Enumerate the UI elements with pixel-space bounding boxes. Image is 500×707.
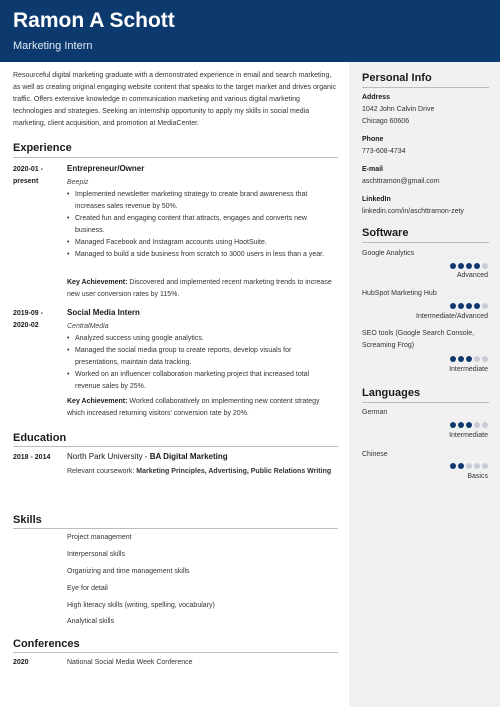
software-heading: Software: [362, 227, 409, 239]
job-bullets: [67, 333, 335, 393]
software-level: Advanced: [456, 272, 488, 279]
experience-heading: Experience: [13, 142, 72, 154]
software-level: Intermediate/Advanced: [416, 313, 488, 320]
rating-dot-empty: [466, 463, 472, 469]
conferences-heading: Conferences: [13, 638, 80, 650]
conference-date: 2020: [13, 659, 29, 666]
list-item: • Created fun and engaging content that attracts, engages and converts new business.: [67, 213, 335, 237]
conference-name: National Social Media Week Conference: [67, 659, 193, 666]
job-title: Social Media Intern: [67, 308, 140, 317]
job-date: 2019-09 - 2020-02: [13, 310, 43, 329]
phone-label: Phone: [362, 136, 384, 143]
rating-dot-filled: [466, 356, 472, 362]
language-level: Intermediate: [449, 432, 488, 439]
address-line-1: 1042 John Calvin Drive: [362, 106, 435, 113]
skill-item: High literacy skills (writing, spelling, vocabulary): [67, 602, 215, 609]
section-divider: [13, 528, 338, 529]
rating-dots: [450, 356, 488, 362]
rating-dot-filled: [458, 303, 464, 309]
rating-dot-filled: [474, 263, 480, 269]
coursework-list: Marketing Principles, Advertising, Public Relations Writing: [136, 468, 332, 475]
rating-dot-empty: [474, 463, 480, 469]
personal-info-heading: Personal Info: [362, 72, 432, 84]
section-divider: [13, 446, 338, 447]
rating-dot-empty: [482, 303, 488, 309]
rating-dots: [450, 422, 488, 428]
languages-heading: Languages: [362, 387, 421, 399]
software-name: SEO tools (Google Search Console, Screaming Frog): [362, 330, 475, 349]
education-school: [67, 452, 228, 461]
rating-dot-filled: [450, 422, 456, 428]
language-name: German: [362, 409, 388, 416]
skill-item: Organizing and time management skills: [67, 568, 190, 575]
rating-dot-filled: [458, 422, 464, 428]
rating-dot-filled: [458, 263, 464, 269]
skill-item: Eye for detail: [67, 585, 108, 592]
rating-dot-empty: [474, 356, 480, 362]
coursework-label: Relevant coursework:: [67, 468, 137, 475]
rating-dot-filled: [466, 422, 472, 428]
rating-dot-empty: [482, 463, 488, 469]
skill-item: Interpersonal skills: [67, 551, 125, 558]
job-company: Beepiz: [67, 179, 89, 186]
list-item: • Managed the social media group to create reports, develop visuals for presentations, maintain data tracking.: [67, 345, 335, 369]
section-divider: [13, 157, 338, 158]
profile-summary: Resourceful digital marketing graduate with a demonstrated experience in email and search marketing, as well as creating original engaging website content that speaks to the target market and drives organic traffic. Offers extensive knowledge in communication marketing and various digital marketing technologies and strategies. Seeking an internship opportunity to apply my skills in social media marketing, client acquisition, and promotion at MediaCenter.: [13, 72, 336, 127]
job-bullets: [67, 189, 335, 261]
skills-heading: Skills: [13, 514, 42, 526]
rating-dots: [450, 263, 488, 269]
list-item: • Managed Facebook and Instagram accounts using HootSuite.: [67, 237, 335, 249]
key-achievement-label: Key Achievement:: [67, 398, 128, 405]
section-divider: [362, 87, 489, 88]
school-name: North Park University -: [67, 452, 150, 461]
rating-dot-filled: [458, 463, 464, 469]
candidate-role: Marketing Intern: [13, 40, 93, 52]
job-title: Entrepreneur/Owner: [67, 164, 145, 173]
education-heading: Education: [13, 432, 67, 444]
address-label: Address: [362, 94, 391, 101]
list-item: • Worked on an influencer collaboration marketing project that increased total revenue sales by 25%.: [67, 369, 335, 393]
language-level: Basics: [467, 473, 488, 480]
resume-header: [0, 0, 500, 62]
education-coursework: [67, 466, 342, 478]
rating-dot-empty: [474, 422, 480, 428]
rating-dot-filled: [450, 356, 456, 362]
key-achievement: [67, 396, 335, 420]
job-date: 2020-01 - present: [13, 166, 43, 185]
skill-item: Analytical skills: [67, 618, 115, 625]
phone-value: 773-608-4734: [362, 148, 406, 155]
skill-item: Project management: [67, 534, 132, 541]
key-achievement-label: Key Achievement:: [67, 279, 128, 286]
key-achievement: [67, 277, 335, 301]
rating-dot-filled: [450, 303, 456, 309]
sidebar: [349, 62, 500, 707]
linkedin-label: LinkedIn: [362, 196, 391, 203]
section-divider: [362, 402, 489, 403]
education-date: 2018 - 2014: [13, 454, 51, 461]
rating-dots: [450, 463, 488, 469]
list-item: • Analyzed success using google analytics.: [67, 333, 335, 345]
job-company: CentralMedia: [67, 323, 109, 330]
linkedin-value: linkedin.com/in/aschttramon-zety: [362, 208, 464, 215]
rating-dot-empty: [482, 422, 488, 428]
candidate-name: Ramon A Schott: [13, 9, 175, 32]
section-divider: [362, 242, 489, 243]
rating-dot-empty: [482, 263, 488, 269]
rating-dot-filled: [474, 303, 480, 309]
key-achievement-text: Worked collaboratively on implementing new content strategy which increased returning visitors' conversion rate by 20%.: [67, 398, 320, 417]
rating-dot-filled: [450, 463, 456, 469]
software-name: HubSpot Marketing Hub: [362, 290, 437, 297]
list-item: • Managed to build a side business from scratch to 3000 users in less than a year.: [67, 249, 335, 261]
software-name: Google Analytics: [362, 250, 415, 257]
address-line-2: Chicago 60606: [362, 118, 410, 125]
section-divider: [13, 652, 338, 653]
rating-dot-filled: [450, 263, 456, 269]
list-item: • Implemented newsletter marketing strategy to create brand awareness that increases sales revenue by 50%.: [67, 189, 335, 213]
rating-dots: [450, 303, 488, 309]
rating-dot-filled: [466, 303, 472, 309]
degree-name: BA Digital Marketing: [149, 452, 228, 461]
language-name: Chinese: [362, 451, 388, 458]
key-achievement-text: Discovered and implemented recent marketing trends to increase new user conversion rates by 115%.: [67, 279, 332, 298]
rating-dot-empty: [482, 356, 488, 362]
software-level: Intermediate: [449, 366, 488, 373]
rating-dot-filled: [466, 263, 472, 269]
email-value: aschttramon@gmail.com: [362, 178, 440, 185]
rating-dot-filled: [458, 356, 464, 362]
email-label: E-mail: [362, 166, 384, 173]
